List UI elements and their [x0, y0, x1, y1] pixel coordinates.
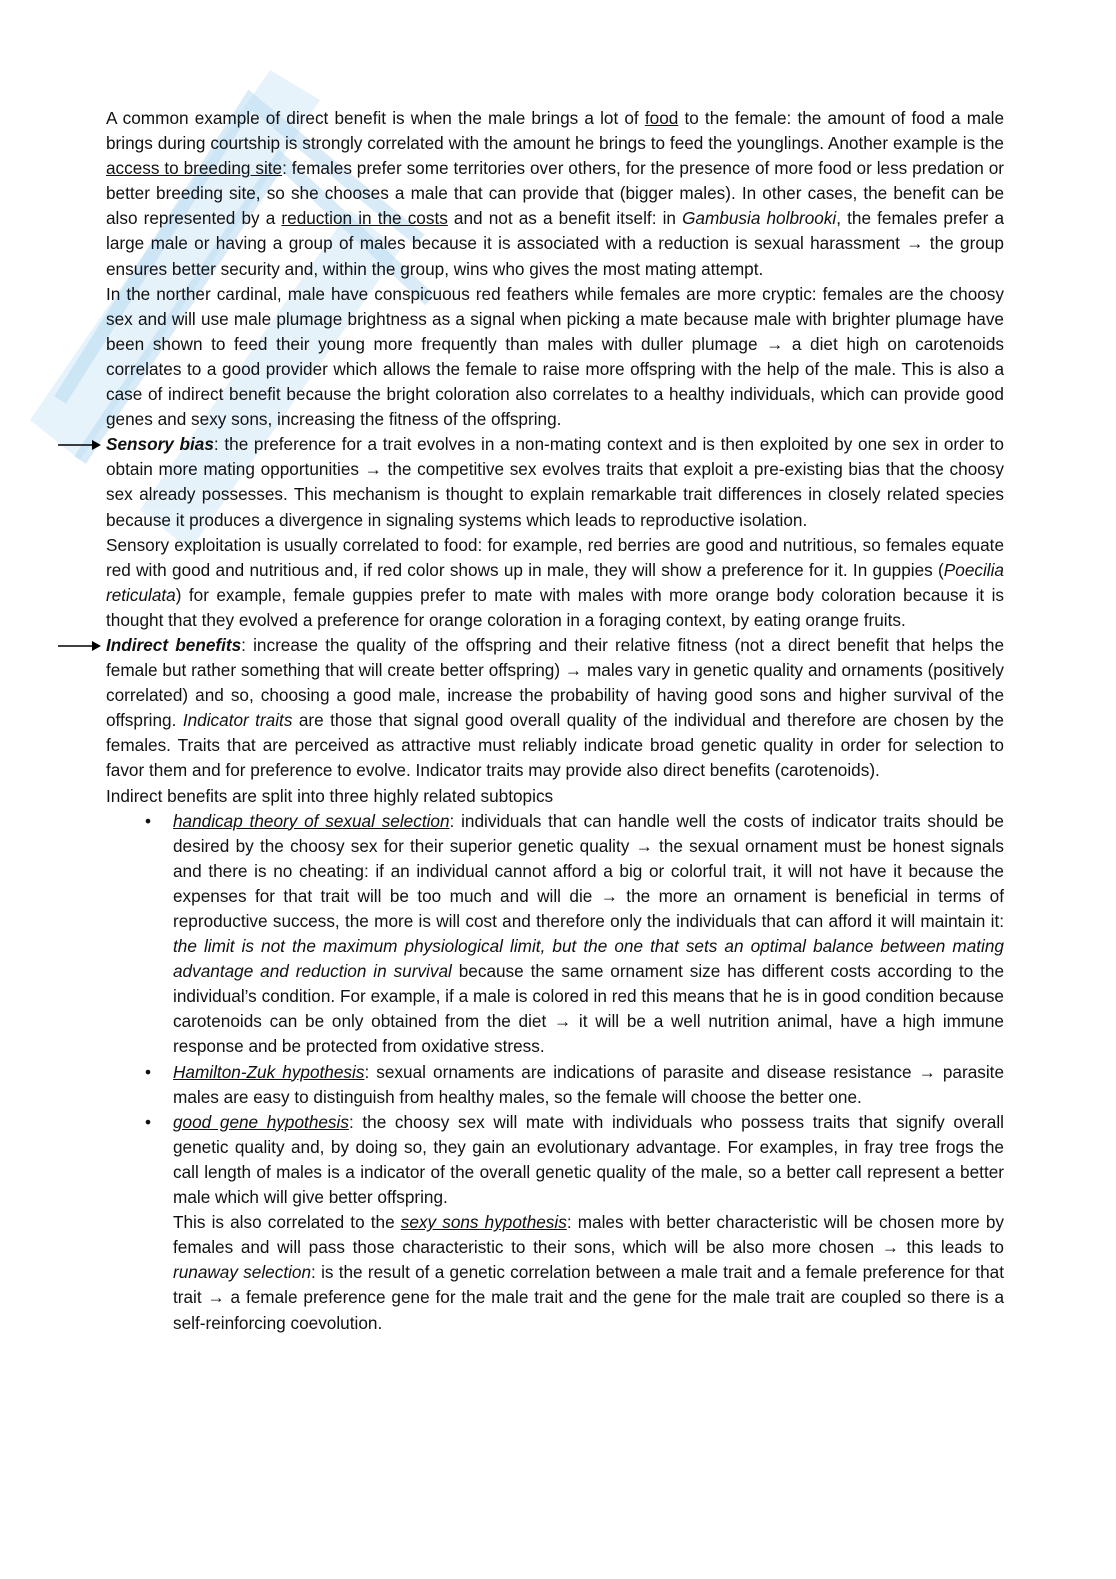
paragraph-direct-benefit: A common example of direct benefit is when the male brings a lot of food to the female: the amount of food a male brings during courtship is strongly correlated with the amount he brings to feed the younglings. Another example is the access to breeding site: females prefer some territories over others, for the presence of more food or less predation or better breeding site, so she chooses a male that can provide that (bigger males). In other cases, the benefit can be also represented by a reduction in the costs and not as a benefit itself: in Gambusia holbrooki, the females prefer a large male or having a group of males because it is associated with a reduction is sexual harassment → the group ensures better security and, within the group, wins who gives the most mating attempt. — [106, 108, 1005, 279]
italic-quote: the limit is not the maximum physiological limit, but the one that sets an optimal balance between mating advantage and reduction in survival — [173, 936, 1004, 982]
paragraph-sensory-bias: Sensory bias: the preference for a trait evolves in a non-mating context and is then exploited by one sex in order to obtain more mating opportunities → the competitive sex evolves traits that exploit a pre-existing bias that the choosy sex already possesses. This mechanism is thought to explain remarkable trait differences in closely related species because it produces a divergence in signaling systems which leads to reproductive isolation. — [106, 432, 1004, 532]
pointer-arrow-icon — [56, 432, 102, 457]
paragraph-sexy-sons: This is also correlated to the sexy sons hypothesis: males with better characteristic will be chosen more by females and will pass those characteristic to their sons, which will be also more chosen → this leads to runaway selection: is the result of a genetic correlation between a male trait and a female preference for that trait → a female preference gene for the male trait and the gene for the male trait are coupled so there is a self-reinforcing coevolution. — [173, 1212, 1004, 1333]
list-item-handicap: • handicap theory of sexual selection: individuals that can handle well the costs of indicator traits should be desired by the choosy sex for their superior genetic quality → the sexual ornament must be honest signals and there is no cheating: if an individual cannot afford a big or colorful trait, it will not have it because the expenses for that trait will be too much and will die → the more an ornament is beneficial in terms of reproductive success, the more is will cost and therefore only the individuals that can afford it will maintain it: the limit is not the maximum physiological limit, but the one that sets an optimal balance between mating advantage and reduction in survival because the same ornament size has different costs according to the individual’s condition. For example, if a male is colored in red this means that he is in good condition because carotenoids can be only obtained from the diet → it will be a well nutrition animal, have a high immune response and be protected from oxidative stress. — [144, 810, 1005, 1057]
underlined-term: reduction in the costs — [281, 208, 448, 229]
document-body — [106, 106, 1004, 1336]
species-name: Poecilia reticulata — [106, 559, 1004, 605]
paragraph-indirect-benefits: Indirect benefits: increase the quality of the offspring and their relative fitness (not a direct benefit that helps the female but rather something that will create better offspring) → males vary in genetic quality and ornaments (positively correlated) and so, choosing a good male, increase the probability of having good sons and higher survival of the offspring. Indicator traits are those that signal good overall quality of the individual and therefore are chosen by the females. Traits that are perceived as attractive must reliably indicate broad genetic quality in order for selection to favor them and for preference to evolve. Indicator traits may provide also direct benefits (carotenoids). — [106, 633, 1004, 784]
term-hamilton-zuk: Hamilton-Zuk hypothesis — [173, 1061, 365, 1082]
bullet-icon: • — [144, 1111, 152, 1132]
term-indirect-benefits: Indirect benefits — [106, 634, 242, 655]
paragraph-cardinal: In the norther cardinal, male have conspicuous red feathers while females are more cryptic: females are the choosy sex and will use male plumage brightness as a signal when picking a mate because male with brighter plumage have been shown to feed their young more frequently than males with duller plumage → a diet high on carotenoids correlates to a good provider which allows the female to raise more offspring with the help of the male. This is also a case of indirect benefit because the bright coloration also correlates to a healthy individuals, which can provide good genes and sexy sons, increasing the fitness of the offspring. — [106, 283, 1004, 430]
term-indicator-traits: Indicator traits — [182, 710, 293, 731]
term-sexy-sons: sexy sons hypothesis — [400, 1212, 567, 1233]
paragraph-subtopics-intro: Indirect benefits are split into three highly related subtopics — [106, 785, 554, 806]
bullet-icon: • — [144, 1061, 152, 1082]
species-name: Gambusia holbrooki — [682, 208, 837, 229]
underlined-term: food — [644, 108, 679, 128]
list-item-hamilton-zuk: • Hamilton-Zuk hypothesis: sexual ornaments are indications of parasite and disease resistance → parasite males are easy to distinguish from healthy males, so the female will choose the better one. — [144, 1061, 1004, 1107]
subtopics-list — [106, 809, 1004, 1211]
bullet-icon: • — [144, 810, 152, 831]
paragraph-sensory-exploitation: Sensory exploitation is usually correlated to food: for example, red berries are good and nutritious, so females equate red with good and nutritious and, if red color shows up in male, they will show a preference for it. In guppies (Poecilia reticulata) for example, female guppies prefer to mate with males with more orange body coloration because it is thought that they evolved a preference for orange coloration in a foraging context, by eating orange fruits. — [106, 534, 1004, 630]
term-runaway-selection: runaway selection — [173, 1262, 312, 1283]
pointer-arrow-icon — [56, 633, 102, 658]
term-sensory-bias: Sensory bias — [106, 434, 214, 455]
term-good-gene: good gene hypothesis — [173, 1111, 349, 1132]
term-handicap-theory: handicap theory of sexual selection — [173, 810, 450, 831]
list-item-good-gene: • good gene hypothesis: the choosy sex will mate with individuals who possess traits that signify overall genetic quality and, by doing so, they gain an evolutionary advantage. For examples, in fray tree frogs the call length of males is a indicator of the overall genetic quality of the male, so a better call represent a better male which will give better offspring. — [144, 1111, 1004, 1208]
underlined-term: access to breeding site — [106, 158, 283, 179]
